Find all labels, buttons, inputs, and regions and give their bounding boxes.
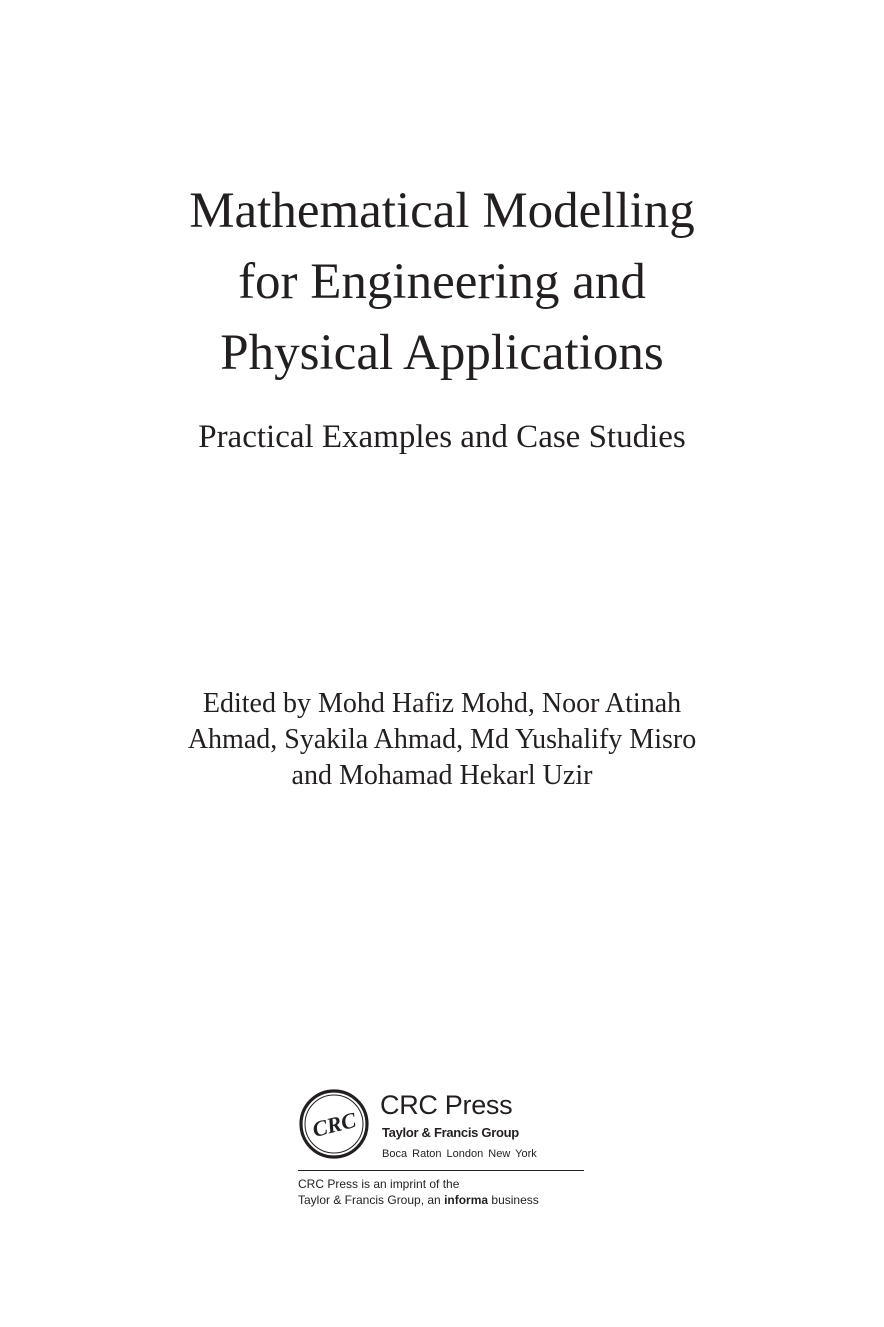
imprint-note — [298, 1176, 539, 1208]
book-title-line-1: Mathematical Modelling — [189, 183, 695, 239]
book-subtitle: Practical Examples and Case Studies — [198, 419, 686, 455]
publisher-name: CRC Press — [380, 1090, 513, 1120]
imprint-line-2-start: Taylor & Francis Group, an — [298, 1193, 445, 1207]
editors-line-1: Edited by Mohd Hafiz Mohd, Noor Atinah — [202, 688, 682, 719]
book-title-line-2: for Engineering and — [238, 254, 646, 310]
crc-logo-text: CRC — [309, 1107, 359, 1142]
publisher-divider — [298, 1170, 584, 1171]
crc-logo-icon — [298, 1088, 370, 1160]
publisher-cities: Boca Raton London New York — [382, 1148, 537, 1160]
editors-credit — [0, 686, 884, 794]
book-title — [0, 176, 884, 389]
imprint-line-1: CRC Press is an imprint of the — [298, 1177, 460, 1191]
imprint-line-2-end: business — [488, 1193, 539, 1207]
publisher-group: Taylor & Francis Group — [382, 1125, 519, 1140]
book-title-line-3: Physical Applications — [220, 325, 664, 381]
imprint-line-2 — [298, 1192, 539, 1208]
imprint-informa: informa — [444, 1193, 489, 1207]
editors-line-3: and Mohamad Hekarl Uzir — [291, 760, 593, 791]
publisher-block — [298, 1088, 598, 1218]
editors-line-2: Ahmad, Syakila Ahmad, Md Yushalify Misro — [187, 724, 697, 755]
